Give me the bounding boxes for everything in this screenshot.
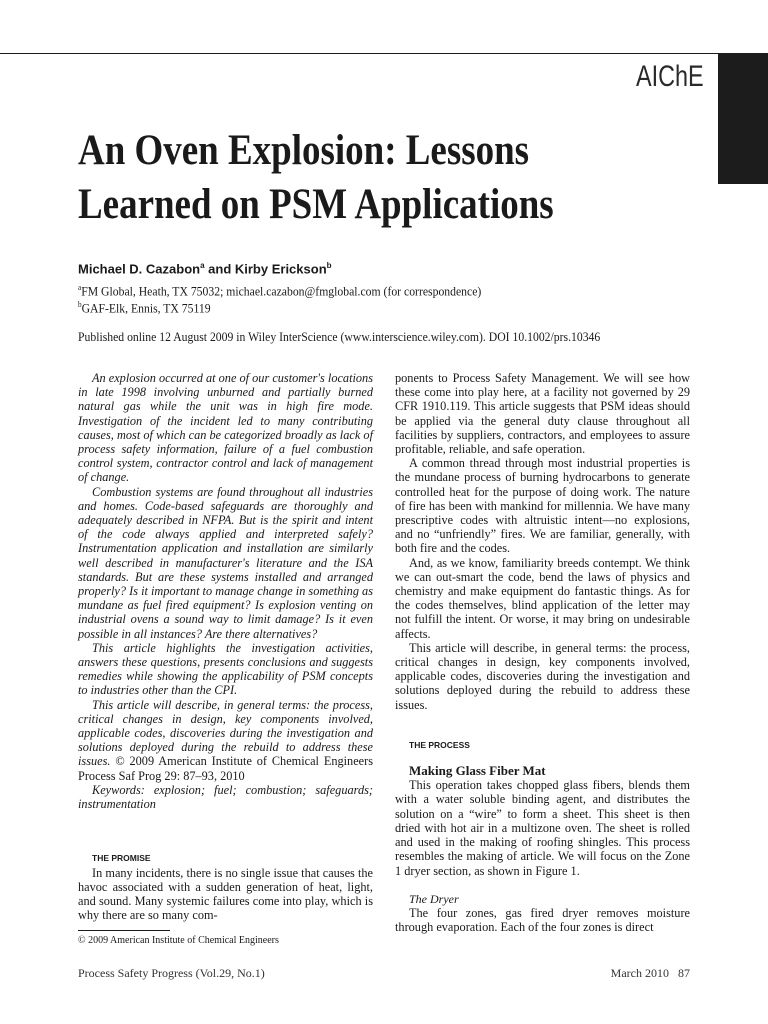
body-paragraph-6: The four zones, gas fired dryer removes moisture through evaporation. Each of the four zones is direct bbox=[395, 905, 690, 935]
left-column bbox=[78, 371, 373, 922]
body-paragraph-2: A common thread through most industrial properties is the mundane process of burning hydrocarbons to generate controlled heat for the purpose of doing work. The nature of fire has been with mankind for millennia. We have many prescriptive codes with altruistic intent—no explosions, and no “unfriendly” fires. We are familiar, generally, with both fire and the codes. bbox=[395, 456, 690, 556]
abstract-paragraph-2: Combustion systems are found throughout all industries and homes. Code-based safeguards are thoroughly and adequately described in NFPA. But is the spirit and intent of the code always applied and interpreted safely? Instrumentation application and installation are similarly well described in manufacturer's literature and the ISA standards. But are these systems installed and arranged properly? Is it important to manage change in something as mundane as fuel fired equipment? Is explosion venting on industrial ovens a sound way to limit damage? Is it even possible in all instances? Are there alternatives? bbox=[78, 484, 373, 641]
abstract-paragraph-1: An explosion occurred at one of our customer's locations in late 1998 involving unburned and partially burned natural gas while the unit was in high fire mode. Investigation of the incident led to many contributing causes, most of which can be categorized broadly as lack of process safety information, failure of a fuel combustion control system, contractor control and lack of management of change. bbox=[78, 371, 373, 485]
affiliation-b-text: GAF-Elk, Ennis, TX 75119 bbox=[81, 300, 211, 316]
abstract-paragraph-4-text: This article will describe, in general terms: the process, critical changes in design, key components involved, applicable codes, discoveries during the investigation and solutions deployed during the rebuild to address these issues. bbox=[78, 697, 373, 769]
author-1: Michael D. Cazabon bbox=[78, 261, 201, 277]
journal-logo: AIChE bbox=[636, 60, 704, 93]
publication-line: Published online 12 August 2009 in Wiley InterScience (www.interscience.wiley.com). DOI 10.1002/prs.10346 bbox=[78, 329, 601, 344]
right-column bbox=[395, 371, 690, 934]
side-tab-block bbox=[718, 53, 768, 184]
footer-date-page: March 2010 87 bbox=[610, 966, 690, 980]
author-2-mark: b bbox=[326, 261, 332, 270]
footer-journal-issue: Process Safety Progress (Vol.29, No.1) bbox=[78, 966, 265, 980]
abstract-paragraph-4 bbox=[78, 698, 373, 783]
header-rule bbox=[0, 53, 718, 54]
abstract-copyright: © 2009 American Institute of Chemical Engineers Process Saf Prog 29: 87–93, 2010 bbox=[78, 754, 373, 783]
keywords: Keywords: explosion; fuel; combustion; safeguards; instrumentation bbox=[78, 782, 373, 812]
subheading-dryer: The Dryer bbox=[409, 891, 459, 906]
affiliation-b bbox=[78, 296, 211, 316]
abstract-paragraph-3: This article highlights the investigation activities, answers these questions, presents conclusions and suggests remedies while showing the applicability of PSM concepts to industries other than the CPI. bbox=[78, 640, 373, 698]
article-title bbox=[78, 124, 594, 232]
title-line-2: Learned on PSM Applications bbox=[78, 181, 554, 228]
promise-paragraph-1: In many incidents, there is no single issue that causes the havoc associated with a sudden generation of heat, light, and sound. Many systemic failures come into play, which is why there are so many com- bbox=[78, 865, 373, 923]
subheading-glass-fiber-mat: Making Glass Fiber Mat bbox=[409, 763, 546, 779]
section-heading-process: THE PROCESS bbox=[409, 739, 470, 750]
author-joiner: and bbox=[204, 261, 235, 277]
affiliation-a-mark: a bbox=[78, 283, 82, 292]
body-paragraph-4: This article will describe, in general terms: the process, critical changes in design, key components involved, applicable codes, discoveries during the investigation and solutions deployed during the rebuild to address these issues. bbox=[395, 640, 690, 712]
author-line bbox=[78, 261, 332, 276]
body-paragraph-1: ponents to Process Safety Management. We will see how these come into play here, at a facility not governed by 29 CFR 1910.119. This article suggests that PSM ideas should be applied via the general duty clause throughout all facilities by suppliers, contractors, and employees to assure profitable, reliable, and safe operation. bbox=[395, 371, 690, 457]
author-2: Kirby Erickson bbox=[234, 261, 327, 277]
author-1-mark: a bbox=[200, 261, 205, 270]
title-line-1: An Oven Explosion: Lessons bbox=[78, 127, 530, 174]
body-paragraph-3: And, as we know, familiarity breeds contempt. We think we can out-smart the code, bend the laws of physics and chemistry and make equipment do fantastic things. As for the codes themselves, blind application of the letter may not fulfill the intent. Or worse, it may bring on undesirable affects. bbox=[395, 555, 690, 641]
body-paragraph-5: This operation takes chopped glass fibers, blends them with a water soluble binding agent, and distributes the solution on a “wire” to form a sheet. This sheet is then dried with hot air in a multizone oven. The sheet is rolled and used in the making of roofing shingles. This process resembles the making of article. We will focus on the Zone 1 dryer section, as shown in Figure 1. bbox=[395, 778, 690, 878]
section-heading-promise: THE PROMISE bbox=[92, 853, 151, 864]
affiliation-a-text: FM Global, Heath, TX 75032; michael.cazabon@fmglobal.com (for correspondence) bbox=[81, 283, 482, 299]
affiliation-b-mark: b bbox=[78, 300, 82, 309]
copyright-footnote: © 2009 American Institute of Chemical Engineers bbox=[78, 935, 279, 946]
footnote-rule bbox=[78, 930, 170, 931]
